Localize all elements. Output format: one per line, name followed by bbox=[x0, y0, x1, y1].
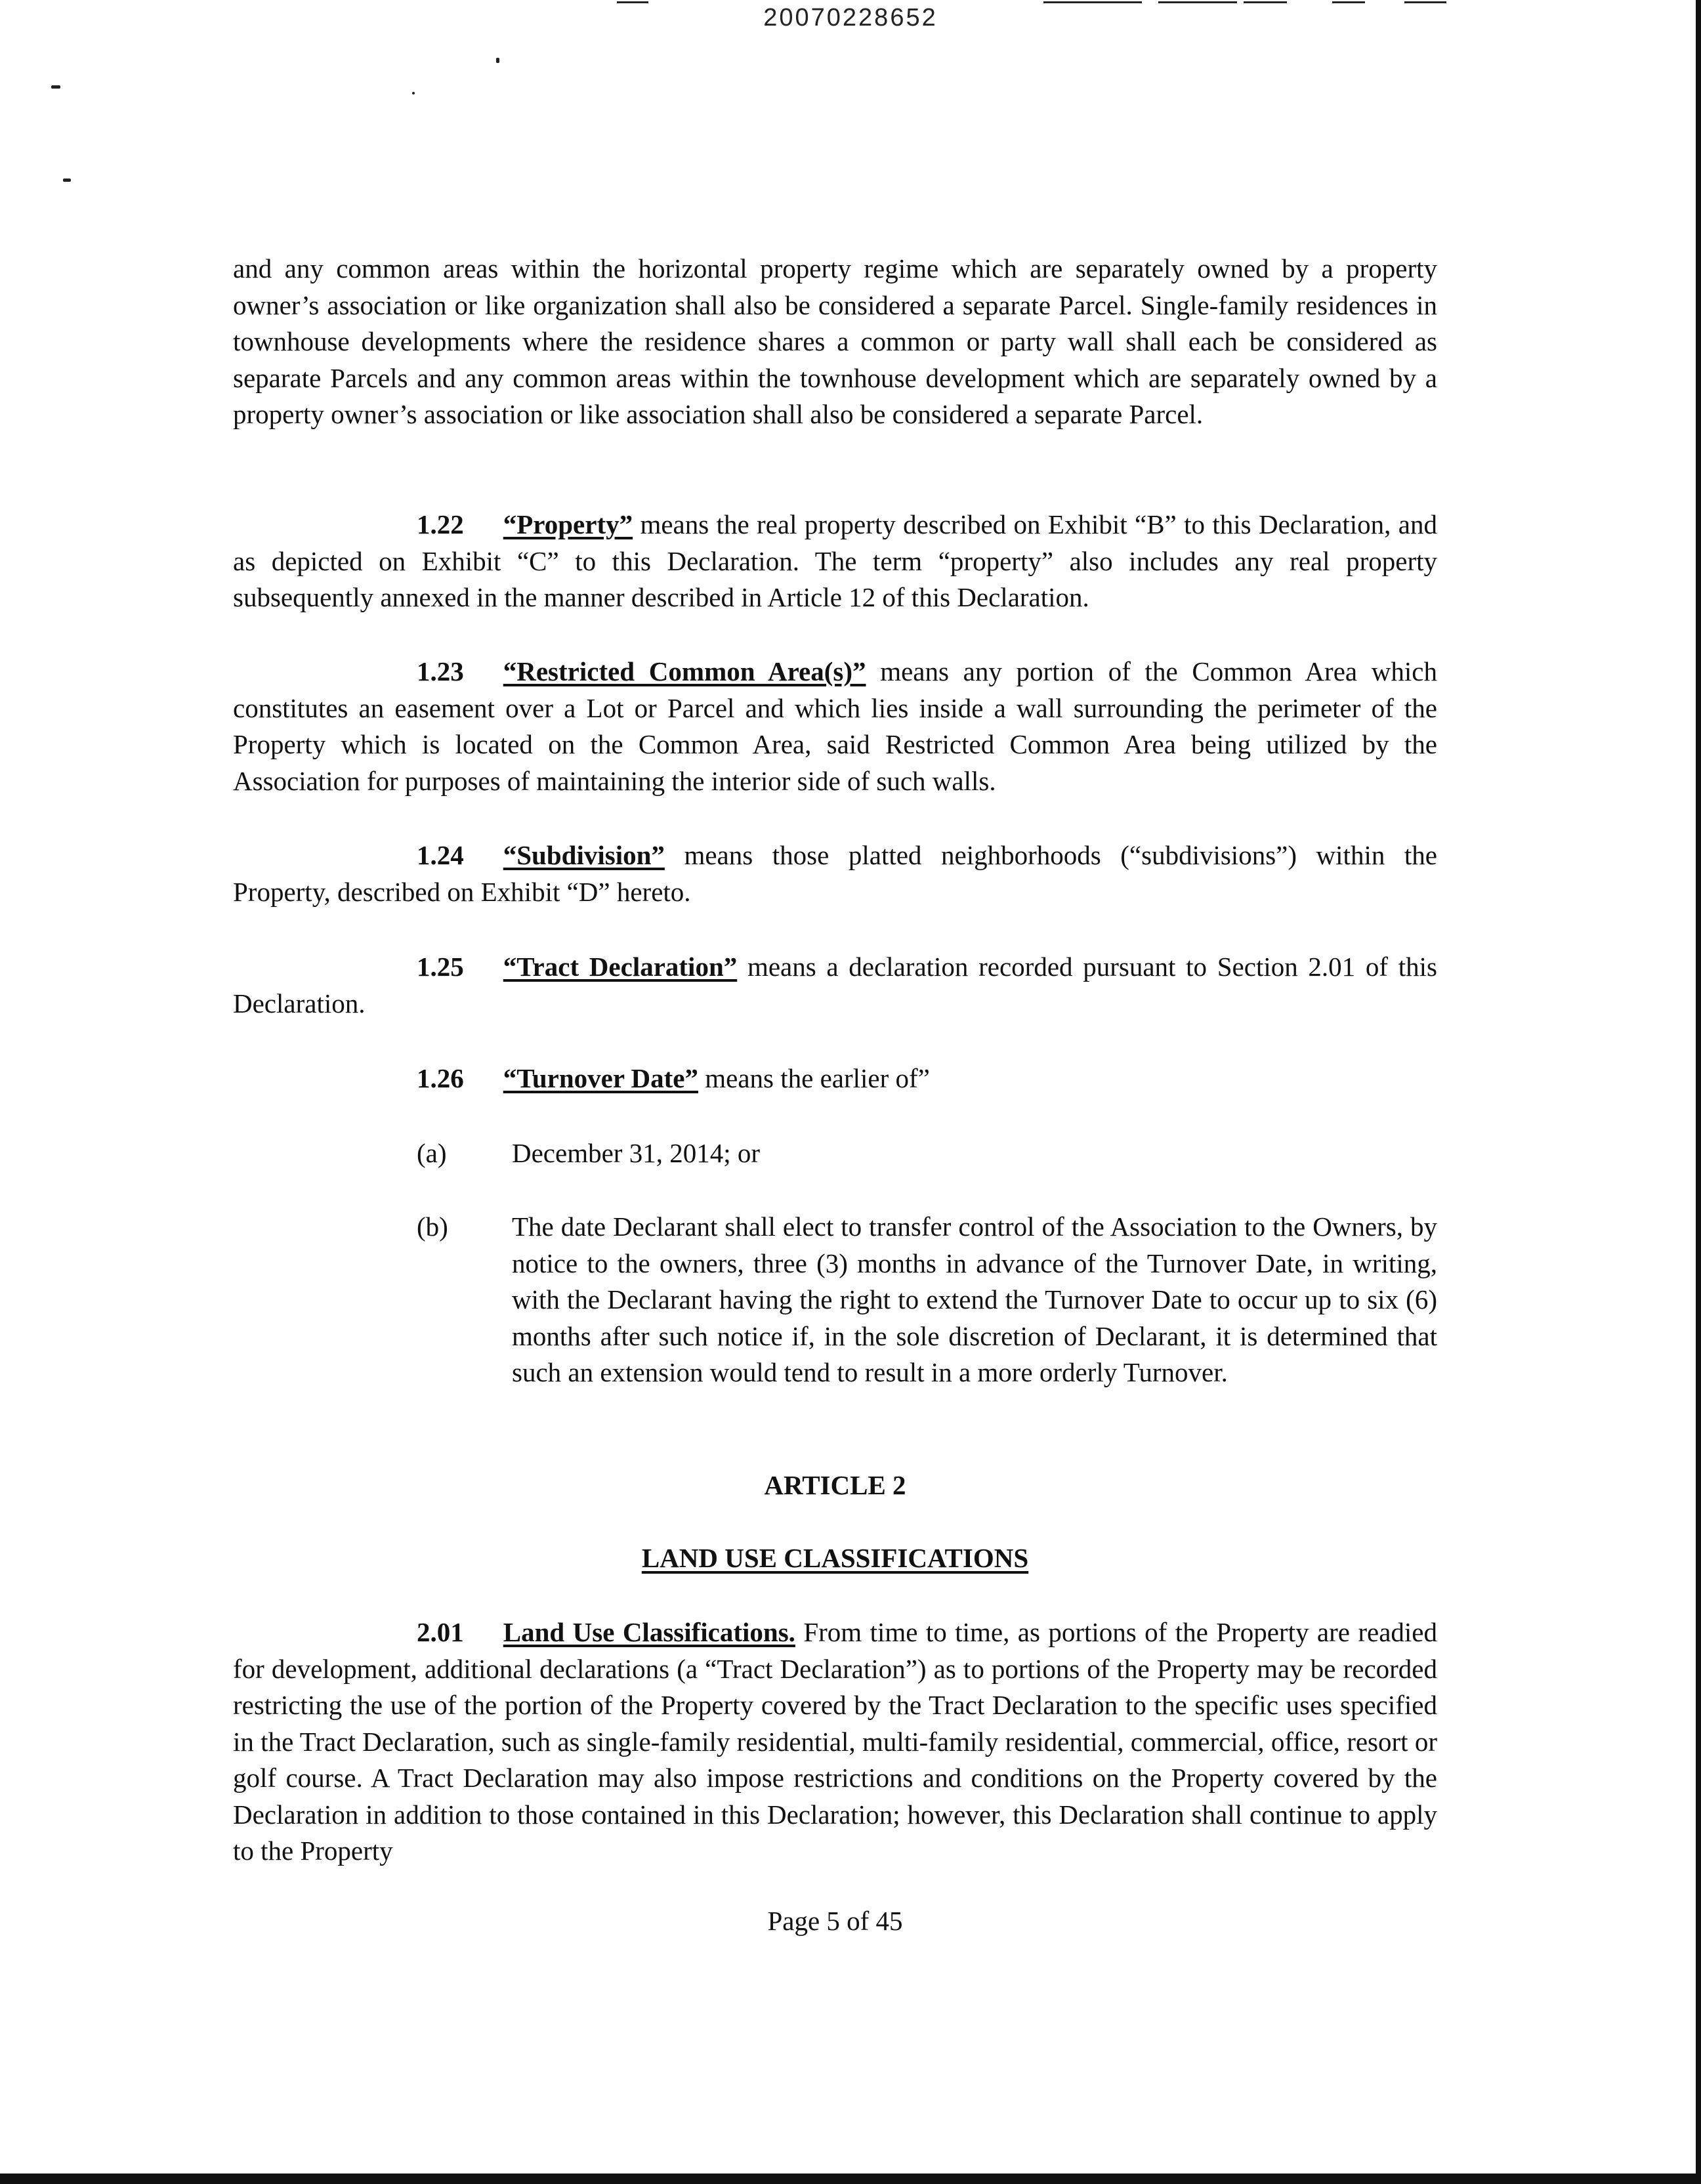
scan-speck bbox=[412, 92, 415, 94]
defined-term: “Restricted Common Area(s)” bbox=[503, 656, 866, 686]
top-rule-left bbox=[617, 1, 648, 3]
article-title-text: LAND USE CLASSIFICATIONS bbox=[641, 1543, 1029, 1573]
section-1-24 bbox=[233, 837, 1437, 910]
list-item-text: December 31, 2014; or bbox=[512, 1138, 760, 1168]
top-rule-right-3 bbox=[1244, 1, 1287, 3]
scan-edge-right bbox=[1696, 0, 1701, 2184]
list-item-label: (a) bbox=[417, 1138, 447, 1168]
top-rule-right-5 bbox=[1404, 1, 1446, 3]
section-text: means a declaration recorded pursuant to Section 2.01 of this Declaration. bbox=[233, 952, 1437, 1018]
article-number-heading: ARTICLE 2 bbox=[764, 1470, 906, 1500]
section-text: means the earlier of” bbox=[698, 1063, 930, 1093]
section-number: 1.24 bbox=[417, 840, 464, 870]
defined-term: “Subdivision” bbox=[503, 840, 665, 870]
article-title bbox=[233, 1540, 1437, 1577]
section-number: 1.22 bbox=[417, 509, 464, 539]
defined-term: “Property” bbox=[503, 509, 633, 539]
top-rule-right-1 bbox=[1043, 1, 1142, 3]
list-item-label: (b) bbox=[417, 1211, 448, 1242]
defined-term: “Turnover Date” bbox=[503, 1063, 698, 1093]
section-1-26 bbox=[233, 1060, 1437, 1097]
section-2-01 bbox=[233, 1614, 1437, 1870]
scan-speck bbox=[63, 178, 71, 182]
scan-speck bbox=[496, 58, 499, 63]
section-text: From time to time, as portions of the Property are readied for development, additional declarations (a “Tract Declaration”) as to portions of the Property may be recorded restricting the use of the portion of the Property covered by the Tract Declaration to the specific uses specified in the Tract Declaration, such as single-family residential, multi-family residential, commercial, office, resort or golf course. A Tract Declaration may also impose restrictions and conditions on the Property covered by the Declaration in addition to those contained in this Declaration; however, this Declaration shall continue to apply to the Property bbox=[233, 1617, 1438, 1866]
section-number: 1.23 bbox=[417, 656, 464, 686]
page-number: Page 5 of 45 bbox=[767, 1906, 903, 1936]
defined-term: Land Use Classifications. bbox=[503, 1617, 795, 1647]
top-rule-right-2 bbox=[1158, 1, 1237, 3]
section-1-23 bbox=[233, 654, 1437, 799]
document-number: 20070228652 bbox=[763, 4, 938, 32]
top-rule-right-4 bbox=[1332, 1, 1365, 3]
section-text: means those platted neighborhoods (“subdivisions”) within the Property, described on Exhibit “D” hereto. bbox=[233, 840, 1437, 907]
scan-speck bbox=[51, 85, 60, 89]
section-1-25 bbox=[233, 949, 1437, 1022]
section-text: means the real property described on Exhibit “B” to this Declaration, and as depicted on Exhibit “C” to this Declaration. The term “property” also includes any real property subsequently annexed in the manner described in Article 12 of this Declaration. bbox=[233, 509, 1437, 612]
section-text: means any portion of the Common Area which constitutes an easement over a Lot or Parcel and which lies inside a wall surrounding the perimeter of the Property which is located on the Common Area, said Restricted Common Area being utilized by the Association for purposes of maintaining the interior side of such walls. bbox=[233, 656, 1437, 796]
list-item-text: The date Declarant shall elect to transfer control of the Association to the Owners, by notice to the owners, three (3) months in advance of the Turnover Date, in writing, with the Declarant having the right to extend the Turnover Date to occur up to six (6) months after such notice if, in the sole discretion of Declarant, it is determined that such an extension would tend to result in a more orderly Turnover. bbox=[512, 1211, 1437, 1387]
section-number: 1.25 bbox=[417, 952, 464, 982]
scan-edge-bottom bbox=[0, 2174, 1701, 2184]
section-number: 2.01 bbox=[417, 1617, 464, 1647]
section-number: 1.26 bbox=[417, 1063, 464, 1093]
continuation-paragraph: and any common areas within the horizontal property regime which are separately owned by a property owner’s association or like organization shall also be considered a separate Parcel. Single-family residences in townhouse developments where the residence shares a common or party wall shall each be considered as separate Parcels and any common areas within the townhouse development which are separately owned by a property owner’s association or like association shall also be considered a separate Parcel. bbox=[233, 253, 1437, 429]
defined-term: “Tract Declaration” bbox=[503, 952, 738, 982]
section-1-22 bbox=[233, 507, 1437, 616]
